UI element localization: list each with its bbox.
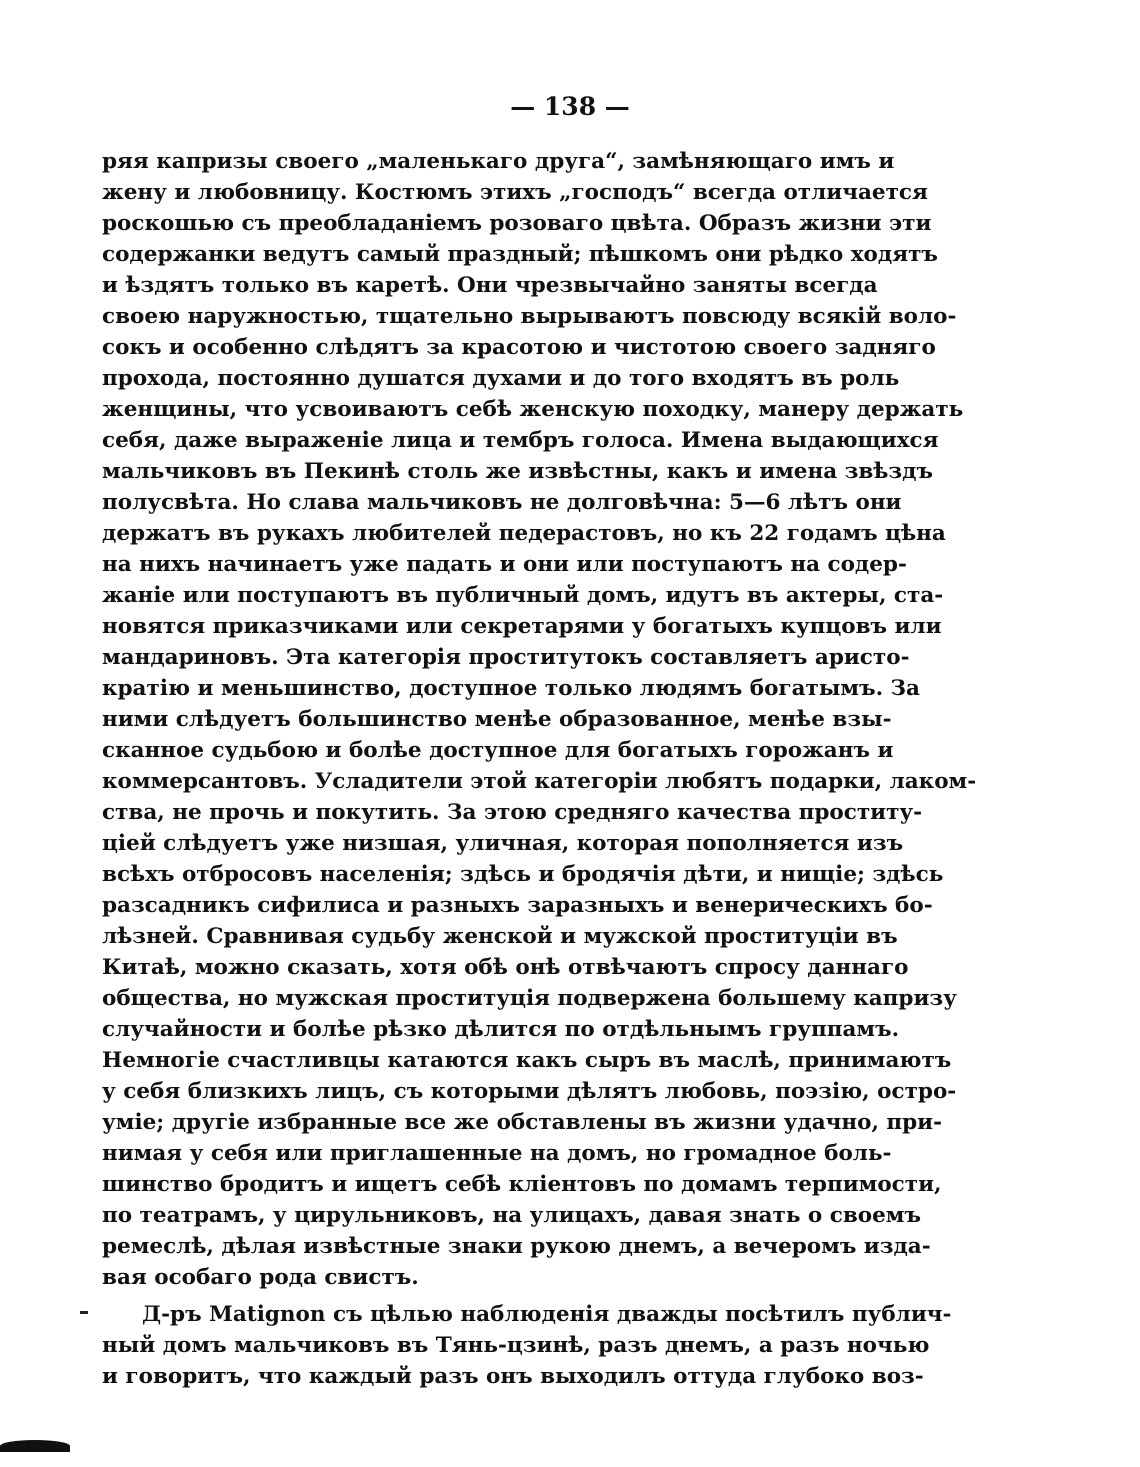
page-number: — 138 — <box>510 92 630 121</box>
paragraph-2 <box>102 1299 952 1392</box>
text-line: и ѣздятъ только въ каретѣ. Они чрезвычайно заняты всегда <box>102 273 878 298</box>
text-line: вая особаго рода свистъ. <box>102 1265 419 1290</box>
text-line: разсадникъ сифилиса и разныхъ заразныхъ и венерическихъ бо- <box>102 893 933 918</box>
paragraph-1 <box>102 146 977 1293</box>
text-line: себя, даже выраженіе лица и тембръ голоса. Имена выдающихся <box>102 428 939 453</box>
text-line: новятся приказчиками или секретарями у богатыхъ купцовъ или <box>102 614 942 639</box>
margin-mark <box>80 1311 88 1314</box>
text-line: по театрамъ, у цирульниковъ, на улицахъ, давая знать о своемъ <box>102 1203 921 1228</box>
page-body <box>102 146 977 1392</box>
text-line: своею наружностью, тщательно вырываютъ повсюду всякій воло- <box>102 304 957 329</box>
text-line: Д-ръ Matignon съ цѣлью наблюденія дважды посѣтилъ публич- <box>142 1302 952 1327</box>
scan-edge-smudge <box>0 1440 70 1452</box>
text-line: прохода, постоянно душатся духами и до того входятъ въ роль <box>102 366 900 391</box>
text-line: женщины, что усвоиваютъ себѣ женскую походку, манеру держать <box>102 397 964 422</box>
text-line: ремеслѣ, дѣлая извѣстные знаки рукою днемъ, а вечеромъ изда- <box>102 1234 931 1259</box>
text-line: у себя близкихъ лицъ, съ которыми дѣлятъ любовь, поэзію, остро- <box>102 1079 957 1104</box>
text-line: кратію и меньшинство, доступное только людямъ богатымъ. За <box>102 676 920 701</box>
text-line: полусвѣта. Но слава мальчиковъ не долговѣчна: 5—6 лѣтъ они <box>102 490 902 515</box>
text-line: нимая у себя или приглашенные на домъ, но громадное боль- <box>102 1141 892 1166</box>
text-line: жену и любовницу. Костюмъ этихъ „господъ“ всегда отличается <box>102 180 928 205</box>
text-line: коммерсантовъ. Усладители этой категоріи любятъ подарки, лаком- <box>102 769 977 794</box>
text-line: общества, но мужская проституція подвержена большему капризу <box>102 986 957 1011</box>
text-line: сокъ и особенно слѣдятъ за красотою и чистотою своего задняго <box>102 335 936 360</box>
text-line: Китаѣ, можно сказать, хотя обѣ онѣ отвѣчаютъ спросу даннаго <box>102 955 909 980</box>
text-line: мандариновъ. Эта категорія проститутокъ составляетъ аристо- <box>102 645 910 670</box>
text-line: мальчиковъ въ Пекинѣ столь же извѣстны, какъ и имена звѣздъ <box>102 459 933 484</box>
text-line: ціей слѣдуетъ уже низшая, уличная, которая пополняется изъ <box>102 831 904 856</box>
text-line: всѣхъ отбросовъ населенія; здѣсь и бродячія дѣти, и нищіе; здѣсь <box>102 862 944 887</box>
text-line: ряя капризы своего „маленькаго друга“, замѣняющаго имъ и <box>102 149 895 174</box>
text-line: ный домъ мальчиковъ въ Тянь-цзинѣ, разъ днемъ, а разъ ночью <box>102 1333 930 1358</box>
text-line: ними слѣдуетъ большинство менѣе образованное, менѣе взы- <box>102 707 892 732</box>
text-line: и говоритъ, что каждый разъ онъ выходилъ оттуда глубоко воз- <box>102 1364 924 1389</box>
text-line: содержанки ведутъ самый праздный; пѣшкомъ они рѣдко ходятъ <box>102 242 938 267</box>
text-line: шинство бродитъ и ищетъ себѣ кліентовъ по домамъ терпимости, <box>102 1172 942 1197</box>
text-line: лѣзней. Сравнивая судьбу женской и мужской проституціи въ <box>102 924 898 949</box>
text-line: сканное судьбою и болѣе доступное для богатыхъ горожанъ и <box>102 738 894 763</box>
text-line: на нихъ начинаетъ уже падать и они или поступаютъ на содер- <box>102 552 907 577</box>
text-line: жаніе или поступаютъ въ публичный домъ, идутъ въ актеры, ста- <box>102 583 944 608</box>
text-line: роскошью съ преобладаніемъ розоваго цвѣта. Образъ жизни эти <box>102 211 932 236</box>
text-line: уміе; другіе избранные все же обставлены въ жизни удачно, при- <box>102 1110 943 1135</box>
text-line: Немногіе счастливцы катаются какъ сыръ въ маслѣ, принимаютъ <box>102 1048 952 1073</box>
text-line: ства, не прочь и покутить. За этою средняго качества проститу- <box>102 800 923 825</box>
text-line: держатъ въ рукахъ любителей педерастовъ, но къ 22 годамъ цѣна <box>102 521 946 546</box>
text-line: случайности и болѣе рѣзко дѣлится по отдѣльнымъ группамъ. <box>102 1017 900 1042</box>
